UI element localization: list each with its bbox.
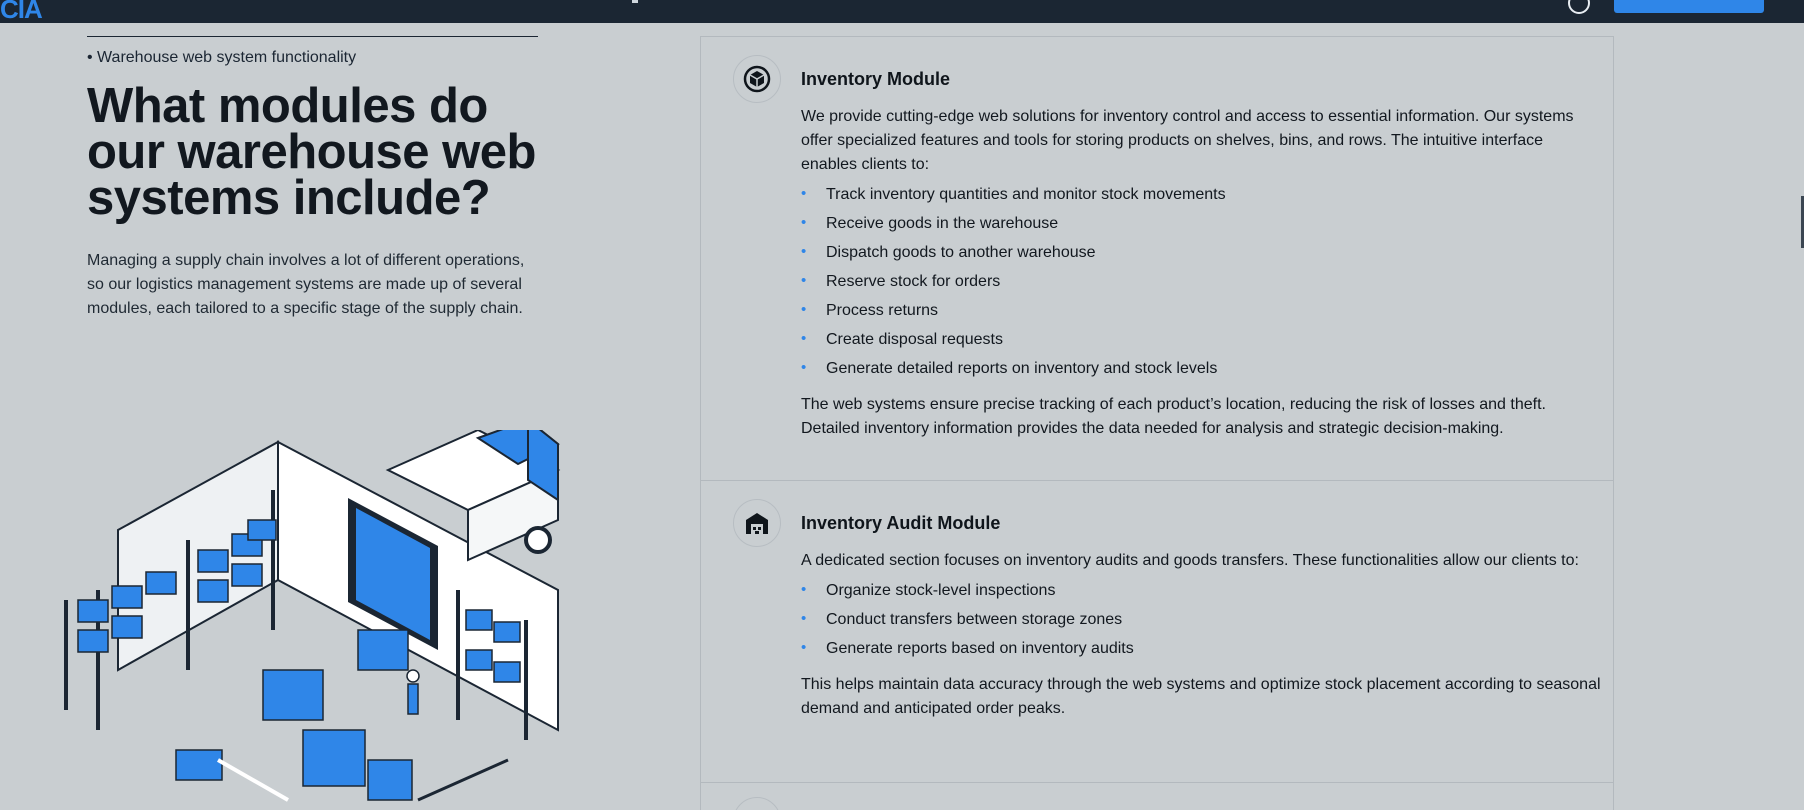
- module-body: [801, 105, 1601, 441]
- module-description: A dedicated section focuses on inventory audits and goods transfers. These functionalities allow our clients to:: [801, 552, 1579, 569]
- module-footer-text: The web systems ensure precise tracking of each product’s location, reducing the risk of losses and theft. Detailed inventory information provides the data needed for analysis and strategic decision-making.: [801, 396, 1546, 437]
- warehouse-icon: [733, 499, 781, 547]
- list-item: • Reserve stock for orders: [801, 270, 1601, 299]
- list-item: • Dispatch goods to another warehouse: [801, 241, 1601, 270]
- modules-panel: [700, 36, 1614, 810]
- list-item: • Generate detailed reports on inventory and stock levels: [801, 357, 1601, 386]
- module-divider: [701, 782, 1613, 783]
- page-title: What modules do our warehouse web systems include?: [87, 79, 536, 225]
- top-navigation-bar: [0, 0, 1804, 23]
- module-feature-list: [801, 579, 1601, 666]
- list-item: • Process returns: [801, 299, 1601, 328]
- box-icon: [733, 55, 781, 103]
- search-icon[interactable]: [1568, 0, 1590, 14]
- warehouse-illustration: [58, 430, 578, 810]
- list-item: • Conduct transfers between storage zones: [801, 608, 1601, 637]
- list-item: • Receive goods in the warehouse: [801, 212, 1601, 241]
- section-eyebrow: • Warehouse web system functionality: [87, 49, 357, 66]
- module-description: We provide cutting-edge web solutions for inventory control and access to essential information. Our systems offer specialized features and tools for storing products on shelves, bins, and rows. The intuitive interface enables clients to:: [801, 108, 1574, 173]
- module-body: [801, 549, 1601, 721]
- list-item: • Generate reports based on inventory audits: [801, 637, 1601, 666]
- module-title: Inventory Module: [801, 69, 951, 89]
- module-feature-list: [801, 183, 1601, 386]
- brand-logo[interactable]: CIA: [0, 0, 42, 24]
- module-inventory: [701, 37, 1613, 482]
- list-item: • Create disposal requests: [801, 328, 1601, 357]
- module-title: Inventory Audit Module: [801, 513, 1001, 533]
- intro-section: [87, 36, 538, 321]
- module-inventory-audit: [701, 481, 1613, 810]
- section-divider: [87, 36, 538, 37]
- list-item: • Organize stock-level inspections: [801, 579, 1601, 608]
- module-footer-text: This helps maintain data accuracy through the web systems and optimize stock placement according to seasonal demand and anticipated order peaks.: [801, 676, 1601, 717]
- cta-button[interactable]: [1614, 0, 1764, 13]
- list-item: • Track inventory quantities and monitor stock movements: [801, 183, 1601, 212]
- intro-paragraph: Managing a supply chain involves a lot of different operations, so our logistics management systems are made up of several modules, each tailored to a specific stage of the supply chain.: [87, 252, 525, 317]
- nav-item-fragment[interactable]: [632, 0, 638, 3]
